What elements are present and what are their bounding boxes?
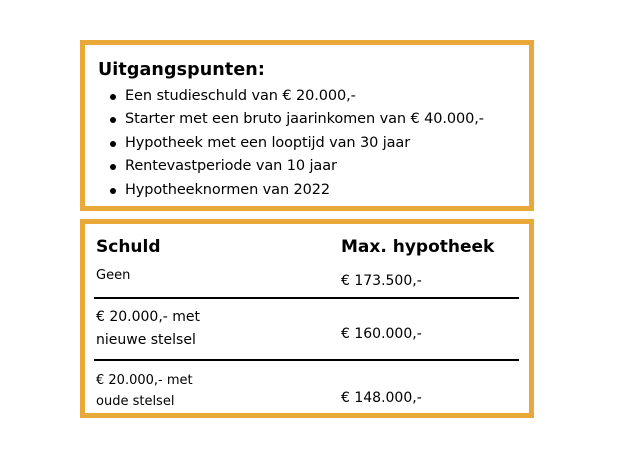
bullet-icon [110,141,116,147]
mortgage-table [80,219,534,418]
list-item: Rentevastperiode van 10 jaar [85,155,484,178]
list-item: Een studieschuld van € 20.000,- [85,85,484,108]
row-2-max-mortgage: € 160.000,- [341,326,422,342]
assumptions-list [85,85,484,202]
assumptions-box [80,40,534,211]
bullet-icon [110,94,116,100]
row-divider [94,297,519,299]
list-item: Hypotheeknormen van 2022 [85,179,484,202]
list-item: Hypotheek met een looptijd van 30 jaar [85,132,484,155]
header-debt: Schuld [96,237,161,257]
row-3-max-mortgage: € 148.000,- [341,390,422,406]
row-divider [94,359,519,361]
bullet-icon [110,164,116,170]
bullet-icon [110,188,116,194]
row-2-debt-line2: nieuwe stelsel [96,332,196,348]
row-2-debt-line1: € 20.000,- met [96,309,201,325]
header-max-mortgage: Max. hypotheek [341,237,495,257]
row-3-debt-line2: oude stelsel [96,394,175,409]
row-3-debt-line1: € 20.000,- met [96,373,193,388]
bullet-icon [110,117,116,123]
list-item: Starter met een bruto jaarinkomen van € 40.000,- [85,108,484,131]
row-1-max-mortgage: € 173.500,- [341,273,422,289]
assumptions-title: Uitgangspunten: [98,60,265,80]
row-1-debt: Geen [96,268,131,283]
